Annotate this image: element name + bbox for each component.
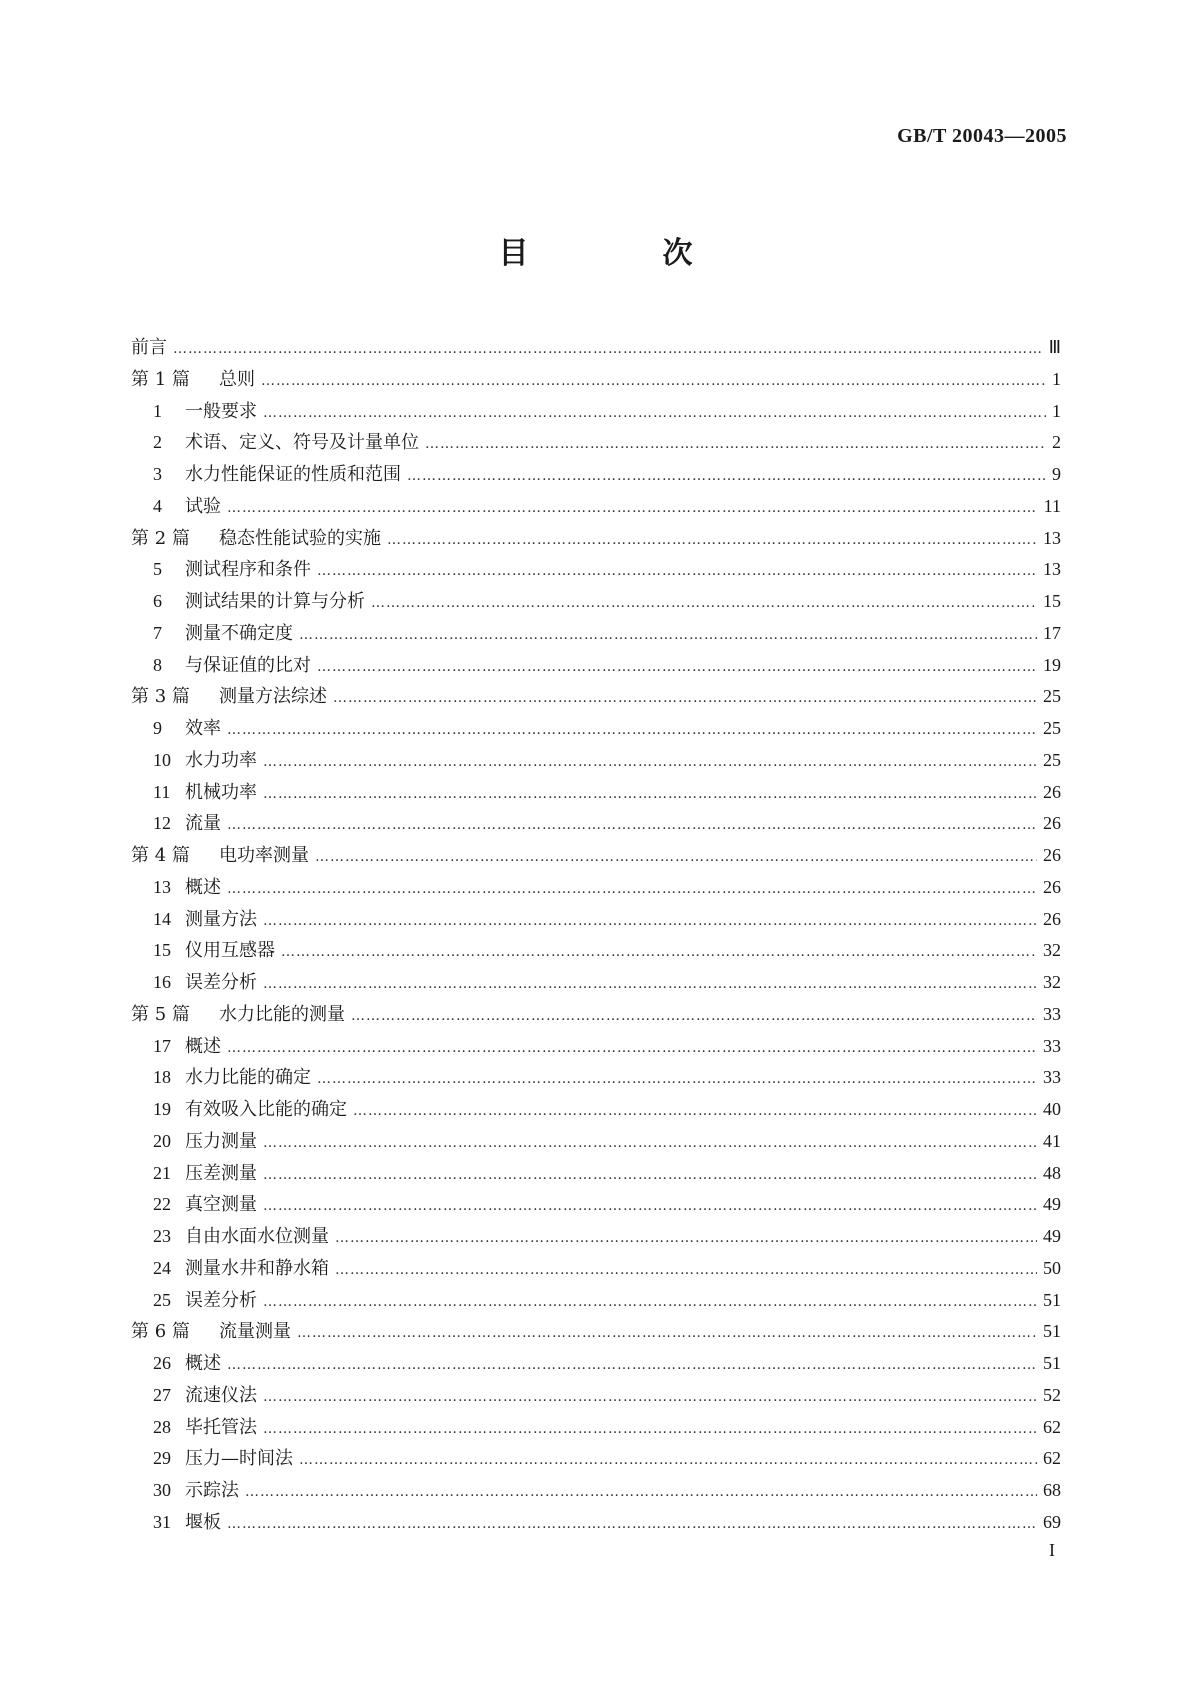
toc-entry-label: 真空测量 bbox=[185, 1194, 257, 1216]
toc-entry-label: 测量方法综述 bbox=[219, 686, 327, 708]
toc-entry-page: 48 bbox=[1043, 1162, 1061, 1183]
toc-entry-page: 41 bbox=[1043, 1130, 1061, 1151]
toc-entry-page: 32 bbox=[1043, 972, 1061, 992]
toc-entry-page: 26 bbox=[1043, 845, 1061, 865]
toc-entry-label: 流量 bbox=[185, 813, 221, 835]
dot-leader bbox=[263, 906, 1037, 938]
dot-leader bbox=[299, 620, 1037, 652]
toc-entry-label: 毕托管法 bbox=[185, 1416, 257, 1438]
toc-entry[interactable] bbox=[131, 1348, 1061, 1380]
dot-leader bbox=[227, 1509, 1037, 1541]
toc-entry-page: 25 bbox=[1043, 718, 1061, 738]
toc-entry-label: 压力测量 bbox=[185, 1130, 257, 1152]
toc-entry-number: 1 bbox=[153, 400, 162, 421]
toc-entry-page: 62 bbox=[1043, 1448, 1061, 1469]
toc-entry-number: 5 bbox=[153, 559, 162, 580]
toc-entry-number: 27 bbox=[153, 1384, 171, 1405]
toc-entry-label: 水力性能保证的性质和范围 bbox=[185, 464, 401, 485]
toc-entry-label: 测量方法 bbox=[185, 908, 257, 930]
toc-entry-page: 26 bbox=[1043, 876, 1061, 897]
dot-leader bbox=[263, 1287, 1037, 1319]
toc-entry[interactable] bbox=[131, 523, 1061, 555]
toc-entry-page: 25 bbox=[1043, 749, 1061, 770]
toc-entry-page: 49 bbox=[1043, 1226, 1061, 1246]
page-number: I bbox=[1049, 1540, 1055, 1560]
toc-entry-number: 26 bbox=[153, 1353, 171, 1373]
toc-entry-number: 30 bbox=[153, 1480, 171, 1500]
dot-leader bbox=[227, 810, 1037, 842]
dot-leader bbox=[263, 969, 1037, 1001]
toc-entry-number: 23 bbox=[153, 1226, 171, 1246]
toc-entry-number: 12 bbox=[153, 813, 171, 834]
dot-leader bbox=[317, 1064, 1037, 1096]
toc-entry-page: 33 bbox=[1043, 1035, 1061, 1056]
toc-entry-number: 19 bbox=[153, 1099, 171, 1119]
dot-leader bbox=[333, 683, 1037, 715]
toc-entry[interactable] bbox=[131, 1126, 1061, 1158]
toc-entry-page: 51 bbox=[1043, 1321, 1061, 1342]
toc-entry-number: 2 bbox=[153, 432, 162, 453]
toc-entry[interactable] bbox=[131, 1031, 1061, 1063]
toc-entry-label: 术语、定义、符号及计量单位 bbox=[185, 432, 419, 454]
toc-entry[interactable] bbox=[131, 1475, 1061, 1507]
toc-entry[interactable] bbox=[131, 967, 1061, 999]
dot-leader bbox=[173, 334, 1043, 366]
toc-entry-label: 流量测量 bbox=[219, 1321, 291, 1343]
toc-entry[interactable] bbox=[131, 1380, 1061, 1412]
toc-entry[interactable] bbox=[131, 1094, 1061, 1126]
toc-entry-label: 一般要求 bbox=[185, 400, 257, 422]
toc-entry-page: 1 bbox=[1052, 400, 1061, 421]
dot-leader bbox=[281, 937, 1037, 969]
toc-entry-number: 18 bbox=[153, 1067, 171, 1088]
toc-entry-page: 40 bbox=[1043, 1099, 1061, 1119]
toc-entry-label: 堰板 bbox=[185, 1511, 221, 1533]
toc-entry-page: 32 bbox=[1043, 940, 1061, 961]
toc-entry[interactable] bbox=[131, 1443, 1061, 1475]
toc-entry-label: 水力功率 bbox=[185, 749, 257, 771]
toc-entry-number: 17 bbox=[153, 1035, 171, 1056]
toc-entry[interactable] bbox=[131, 935, 1061, 967]
toc-entry[interactable] bbox=[131, 554, 1061, 586]
toc-entry-label: 测试程序和条件 bbox=[185, 559, 311, 581]
toc-entry-number: 3 bbox=[153, 464, 162, 484]
toc-entry-page: 19 bbox=[1043, 654, 1061, 675]
toc-entry-label: 自由水面水位测量 bbox=[185, 1226, 329, 1247]
toc-entry-number: 9 bbox=[153, 718, 162, 738]
toc-entry-label: 水力比能的测量 bbox=[219, 1003, 345, 1025]
dot-leader bbox=[317, 652, 1037, 684]
dot-leader bbox=[317, 556, 1037, 588]
toc-entry-page: 69 bbox=[1043, 1511, 1061, 1532]
toc-entry[interactable] bbox=[131, 1062, 1061, 1094]
toc-entry-page: 15 bbox=[1043, 591, 1061, 611]
toc-entry-page: Ⅲ bbox=[1048, 337, 1061, 357]
toc-entry-label: 流速仪法 bbox=[185, 1384, 257, 1406]
toc-entry-number: 22 bbox=[153, 1194, 171, 1215]
toc-entry-page: 17 bbox=[1043, 622, 1061, 643]
dot-leader bbox=[407, 461, 1046, 493]
toc-entry-label: 测试结果的计算与分析 bbox=[185, 591, 365, 612]
toc-entry-number: 第 2 篇 bbox=[131, 527, 190, 549]
toc-entry[interactable] bbox=[131, 1221, 1061, 1253]
dot-leader bbox=[227, 874, 1037, 906]
toc-entry-page: 2 bbox=[1052, 432, 1061, 453]
toc-entry[interactable] bbox=[131, 745, 1061, 777]
toc-entry-number: 第 4 篇 bbox=[131, 845, 190, 866]
toc-entry-label: 有效吸入比能的确定 bbox=[185, 1099, 347, 1120]
toc-entry-page: 1 bbox=[1052, 368, 1061, 389]
toc-entry-label: 仪用互感器 bbox=[185, 940, 275, 962]
toc-entry-number: 8 bbox=[153, 654, 162, 675]
toc-entry-page: 26 bbox=[1043, 908, 1061, 929]
dot-leader bbox=[263, 1128, 1037, 1160]
toc-entry-number: 28 bbox=[153, 1416, 171, 1437]
toc-entry-label: 电功率测量 bbox=[219, 845, 309, 866]
toc-entry[interactable] bbox=[131, 650, 1061, 682]
dot-leader bbox=[227, 493, 1038, 525]
toc-entry-page: 25 bbox=[1043, 686, 1061, 707]
toc-entry[interactable] bbox=[131, 713, 1061, 745]
toc-entry-label: 与保证值的比对 bbox=[185, 654, 311, 676]
dot-leader bbox=[353, 1096, 1037, 1128]
dot-leader bbox=[299, 1445, 1037, 1477]
toc-entry-label: 测量水井和静水箱 bbox=[185, 1257, 329, 1279]
toc-entry[interactable] bbox=[131, 586, 1061, 618]
toc-entry-number: 25 bbox=[153, 1289, 171, 1310]
toc-entry-number: 31 bbox=[153, 1511, 171, 1532]
toc-entry[interactable] bbox=[131, 491, 1061, 523]
table-of-contents bbox=[131, 332, 1061, 1539]
toc-entry-number: 21 bbox=[153, 1162, 171, 1183]
toc-entry-number: 10 bbox=[153, 749, 171, 770]
toc-entry[interactable] bbox=[131, 1189, 1061, 1221]
toc-entry[interactable] bbox=[131, 681, 1061, 713]
toc-entry-label: 稳态性能试验的实施 bbox=[219, 527, 381, 549]
dot-leader bbox=[335, 1223, 1037, 1255]
toc-entry-page: 52 bbox=[1043, 1384, 1061, 1405]
toc-entry[interactable] bbox=[131, 332, 1061, 364]
toc-entry-label: 压差测量 bbox=[185, 1162, 257, 1184]
toc-entry-number: 16 bbox=[153, 972, 171, 992]
toc-entry-number: 20 bbox=[153, 1130, 171, 1151]
toc-entry-label: 效率 bbox=[185, 718, 221, 739]
toc-entry[interactable] bbox=[131, 1507, 1061, 1539]
dot-leader bbox=[245, 1477, 1037, 1509]
dot-leader bbox=[227, 715, 1037, 747]
dot-leader bbox=[263, 747, 1037, 779]
toc-entry-number: 13 bbox=[153, 876, 171, 897]
toc-entry[interactable] bbox=[131, 1285, 1061, 1317]
dot-leader bbox=[371, 588, 1037, 620]
toc-entry[interactable] bbox=[131, 808, 1061, 840]
toc-entry-label: 概述 bbox=[185, 1353, 221, 1374]
toc-entry-page: 33 bbox=[1043, 1067, 1061, 1088]
toc-entry-label: 前言 bbox=[131, 337, 167, 358]
toc-entry[interactable] bbox=[131, 1316, 1061, 1348]
toc-entry-label: 误差分析 bbox=[185, 1289, 257, 1311]
toc-entry-number: 14 bbox=[153, 908, 171, 929]
toc-entry-page: 49 bbox=[1043, 1194, 1061, 1215]
toc-entry[interactable] bbox=[131, 840, 1061, 872]
toc-entry[interactable] bbox=[131, 459, 1061, 491]
toc-entry-number: 第 5 篇 bbox=[131, 1003, 190, 1025]
dot-leader bbox=[261, 366, 1046, 398]
toc-entry-label: 总则 bbox=[219, 368, 255, 390]
toc-entry-label: 概述 bbox=[185, 1035, 221, 1057]
toc-entry-number: 15 bbox=[153, 940, 171, 961]
toc-entry-page: 26 bbox=[1043, 781, 1061, 802]
dot-leader bbox=[297, 1318, 1037, 1350]
toc-entry-page: 13 bbox=[1043, 527, 1061, 548]
toc-entry-page: 26 bbox=[1043, 813, 1061, 834]
toc-entry[interactable] bbox=[131, 618, 1061, 650]
toc-entry-page: 51 bbox=[1043, 1289, 1061, 1310]
toc-entry-label: 测量不确定度 bbox=[185, 622, 293, 644]
toc-entry-label: 机械功率 bbox=[185, 781, 257, 803]
toc-entry-number: 7 bbox=[153, 622, 162, 643]
toc-entry-page: 50 bbox=[1043, 1257, 1061, 1278]
dot-leader bbox=[425, 429, 1046, 461]
toc-entry[interactable] bbox=[131, 872, 1061, 904]
toc-entry-number: 24 bbox=[153, 1257, 171, 1278]
toc-entry[interactable] bbox=[131, 396, 1061, 428]
dot-leader bbox=[351, 1001, 1037, 1033]
dot-leader bbox=[263, 398, 1046, 430]
toc-entry-page: 62 bbox=[1043, 1416, 1061, 1437]
toc-entry[interactable] bbox=[131, 904, 1061, 936]
toc-entry-number: 第 1 篇 bbox=[131, 368, 190, 390]
dot-leader bbox=[335, 1255, 1037, 1287]
toc-entry-number: 29 bbox=[153, 1448, 171, 1469]
page-title: 目 次 bbox=[498, 236, 745, 271]
toc-entry-page: 13 bbox=[1043, 559, 1061, 580]
toc-entry-page: 51 bbox=[1043, 1353, 1061, 1373]
toc-entry-number: 第 6 篇 bbox=[131, 1321, 190, 1343]
toc-entry-label: 示踪法 bbox=[185, 1480, 239, 1501]
dot-leader bbox=[263, 1414, 1037, 1446]
toc-entry[interactable] bbox=[131, 427, 1061, 459]
toc-entry-number: 6 bbox=[153, 591, 162, 611]
toc-entry-label: 水力比能的确定 bbox=[185, 1067, 311, 1089]
toc-entry-number: 第 3 篇 bbox=[131, 686, 190, 708]
dot-leader bbox=[263, 1382, 1037, 1414]
toc-entry[interactable] bbox=[131, 364, 1061, 396]
dot-leader bbox=[263, 1160, 1037, 1192]
dot-leader bbox=[227, 1033, 1037, 1065]
toc-entry[interactable] bbox=[131, 1158, 1061, 1190]
standard-code: GB/T 20043—2005 bbox=[897, 125, 1067, 147]
dot-leader bbox=[315, 842, 1037, 874]
toc-entry-page: 9 bbox=[1052, 464, 1061, 484]
toc-entry-label: 概述 bbox=[185, 876, 221, 898]
dot-leader bbox=[263, 779, 1037, 811]
toc-entry[interactable] bbox=[131, 999, 1061, 1031]
dot-leader bbox=[263, 1191, 1037, 1223]
toc-entry-page: 68 bbox=[1043, 1480, 1061, 1500]
toc-entry-number: 11 bbox=[153, 781, 171, 802]
dot-leader bbox=[387, 525, 1037, 557]
toc-entry-label: 误差分析 bbox=[185, 972, 257, 993]
toc-entry[interactable] bbox=[131, 1412, 1061, 1444]
toc-entry-label: 压力—时间法 bbox=[185, 1448, 293, 1470]
toc-entry-number: 4 bbox=[153, 495, 162, 516]
toc-entry[interactable] bbox=[131, 1253, 1061, 1285]
toc-entry-page: 33 bbox=[1043, 1003, 1061, 1024]
toc-entry[interactable] bbox=[131, 777, 1061, 809]
toc-entry-label: 试验 bbox=[185, 495, 221, 517]
dot-leader bbox=[227, 1350, 1037, 1382]
toc-entry-page: 11 bbox=[1043, 495, 1061, 516]
